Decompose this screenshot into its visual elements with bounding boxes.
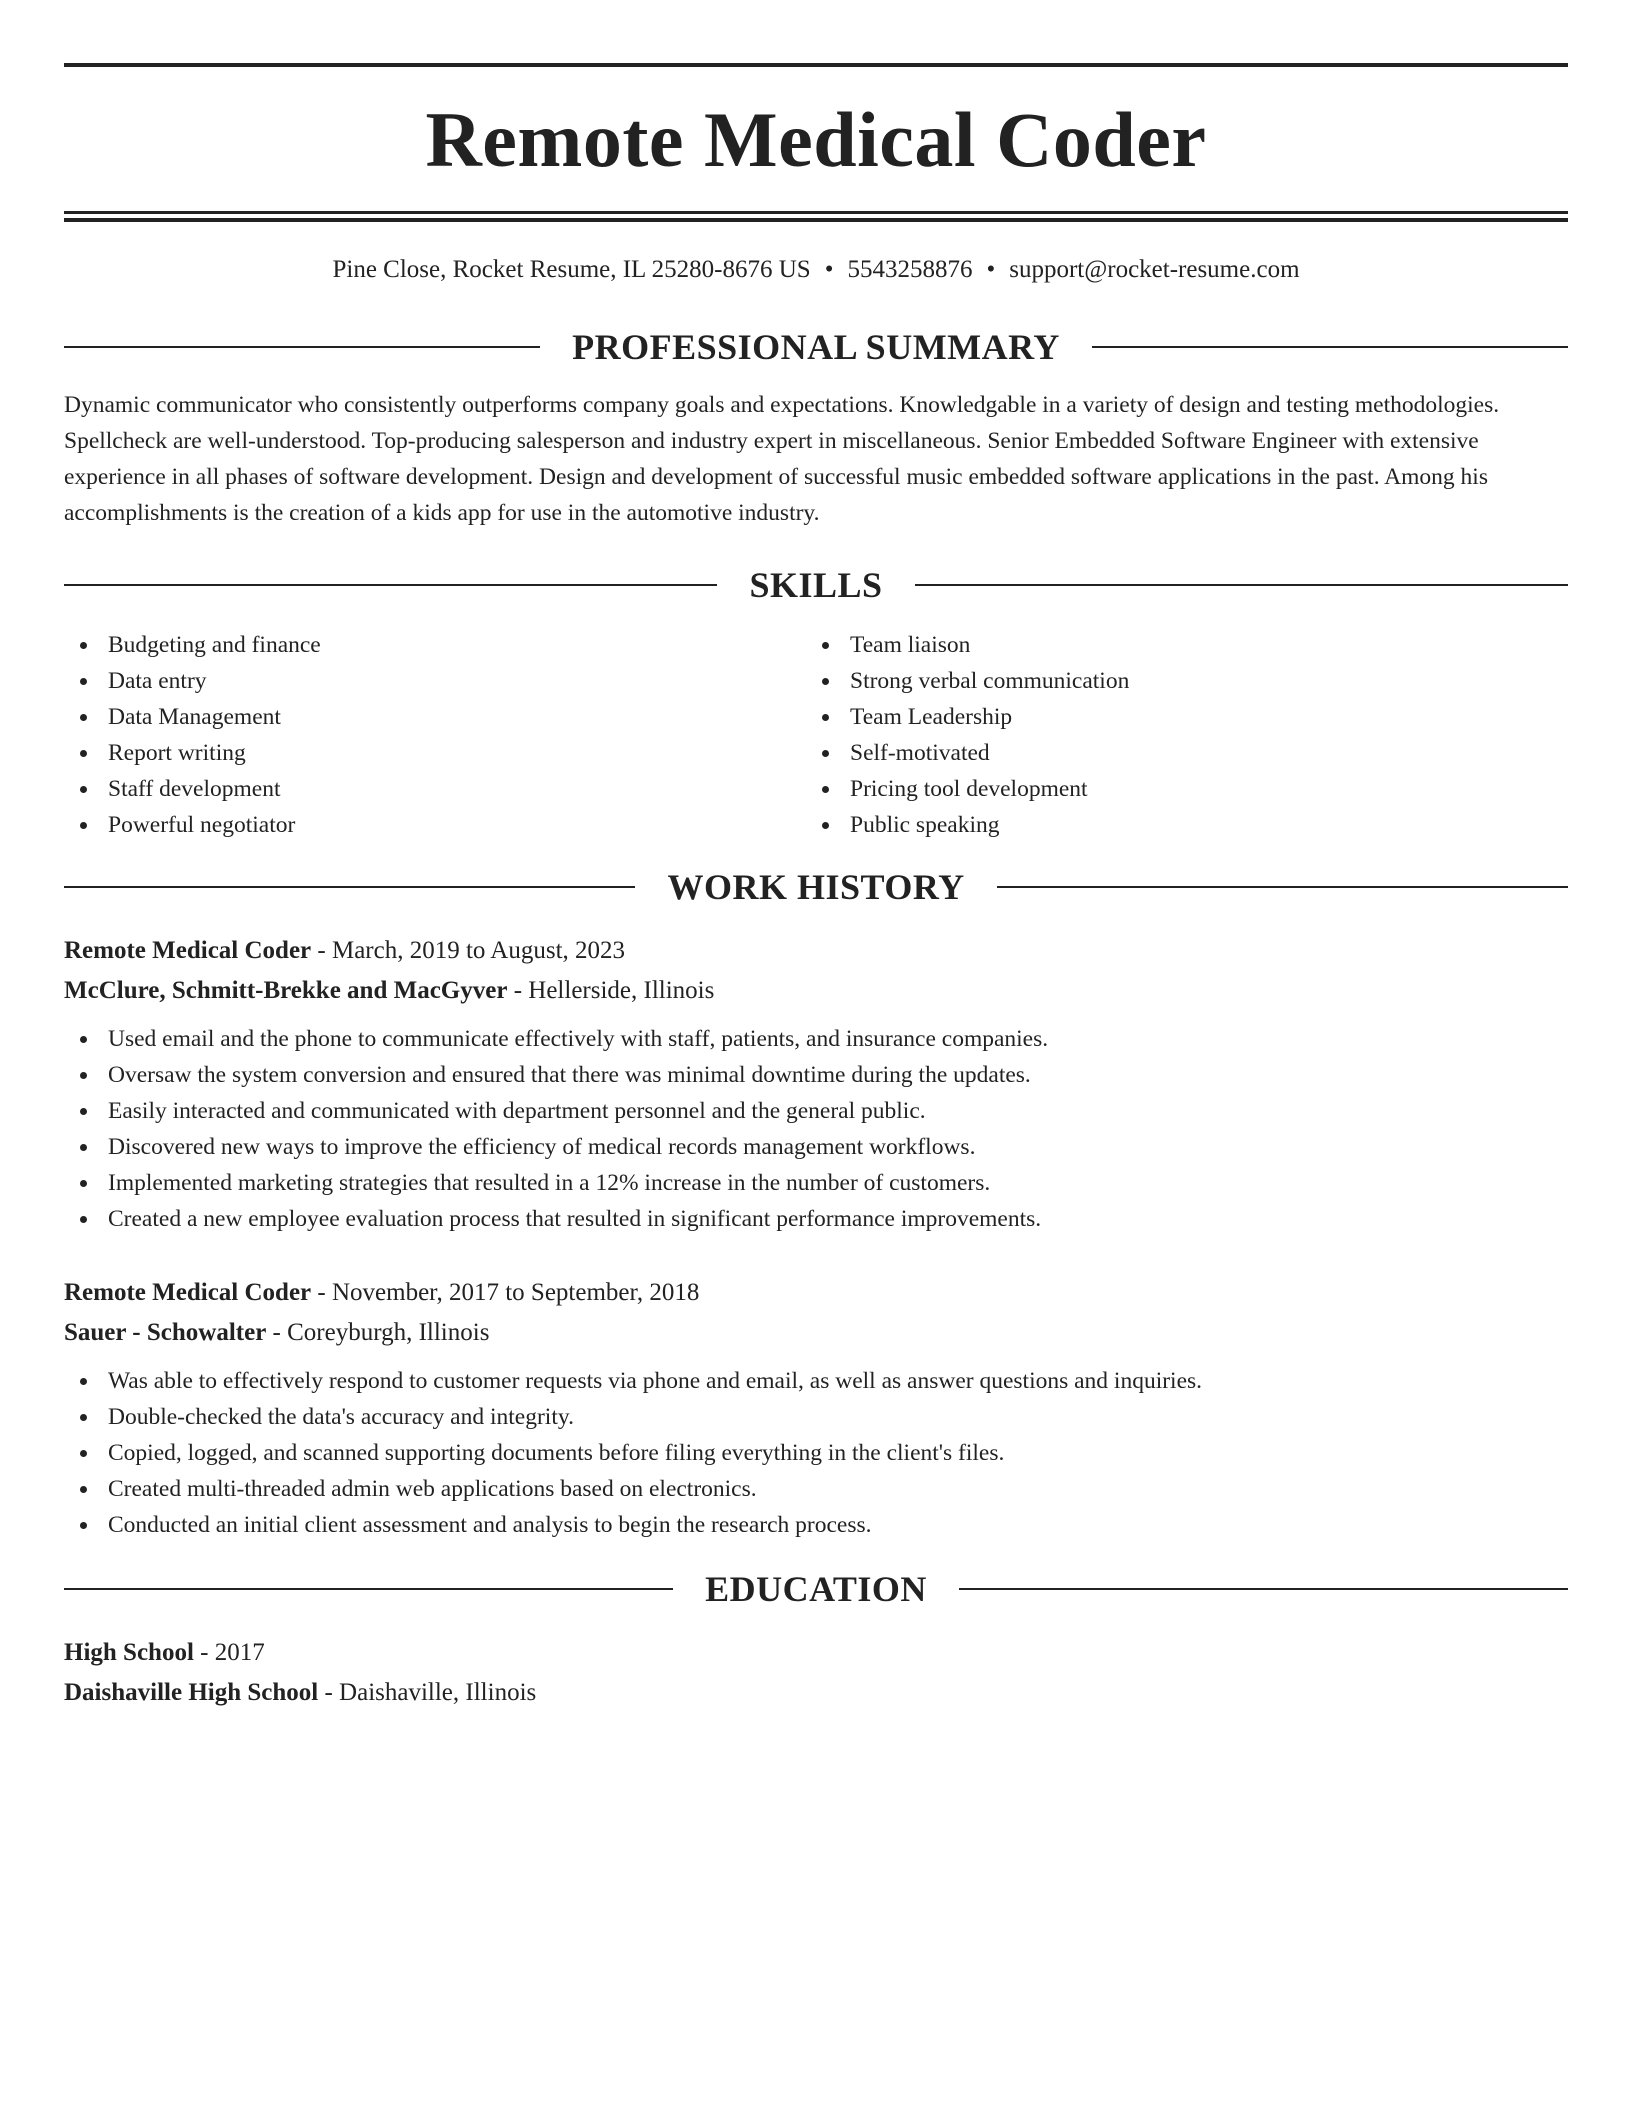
education-entry [64, 1633, 1568, 1713]
job-company-line: Sauer - Schowalter - Coreyburgh, Illinois [64, 1319, 490, 1346]
job-bullet: Conducted an initial client assessment and analysis to begin the research process. [64, 1507, 1568, 1543]
heading-rule-right [959, 1588, 1568, 1590]
job-role-line: Remote Medical Coder - March, 2019 to August, 2023 [64, 937, 626, 964]
contact-email: support@rocket-resume.com [1009, 256, 1300, 283]
skill-item: Staff development [64, 771, 806, 807]
job-bullet: Created a new employee evaluation process that resulted in significant performance improvements. [64, 1201, 1568, 1237]
job-bullets [64, 1021, 1568, 1237]
summary-title: PROFESSIONAL SUMMARY [572, 327, 1060, 367]
skills-list-right [806, 627, 1548, 843]
work-title: WORK HISTORY [667, 867, 965, 907]
skill-item: Powerful negotiator [64, 807, 806, 843]
job-role-line: Remote Medical Coder - November, 2017 to September, 2018 [64, 1279, 700, 1306]
heading-rule-left [64, 1588, 673, 1590]
contact-separator: • [824, 256, 834, 283]
skill-item: Public speaking [806, 807, 1548, 843]
education-year: 2017 [214, 1639, 265, 1666]
job-bullets [64, 1363, 1568, 1543]
job-dates: November, 2017 to September, 2018 [331, 1279, 700, 1306]
skills-title: SKILLS [749, 565, 883, 605]
skill-item: Data Management [64, 699, 806, 735]
job-bullet: Created multi-threaded admin web applications based on electronics. [64, 1471, 1568, 1507]
skill-item: Team Leadership [806, 699, 1548, 735]
contact-separator: • [986, 256, 996, 283]
job-location: Coreyburgh, Illinois [287, 1319, 490, 1346]
heading-rule-left [64, 886, 635, 888]
job-bullet: Discovered new ways to improve the efficiency of medical records management workflows. [64, 1129, 1568, 1165]
heading-rule-left [64, 584, 717, 586]
top-rule [64, 63, 1568, 67]
skill-item: Pricing tool development [806, 771, 1548, 807]
education-degree: High School [64, 1639, 194, 1666]
resume-page [64, 0, 1568, 1713]
skill-item: Self-motivated [806, 735, 1548, 771]
contact-line [64, 255, 1568, 285]
education-location: Daishaville, Illinois [339, 1679, 537, 1706]
work-section-heading [64, 869, 1568, 905]
skill-item: Data entry [64, 663, 806, 699]
job-bullet: Double-checked the data's accuracy and integrity. [64, 1399, 1568, 1435]
job-bullet: Copied, logged, and scanned supporting documents before filing everything in the client's files. [64, 1435, 1568, 1471]
skill-item: Budgeting and finance [64, 627, 806, 663]
education-title: EDUCATION [705, 1569, 927, 1609]
heading-rule-right [1092, 346, 1568, 348]
candidate-name: Remote Medical Coder [425, 96, 1207, 183]
skills-columns [64, 627, 1568, 843]
job-dates: March, 2019 to August, 2023 [331, 937, 626, 964]
education-school: Daishaville High School [64, 1679, 319, 1706]
skills-list-left [64, 627, 806, 843]
job-role: Remote Medical Coder [64, 937, 312, 964]
job-company-line: McClure, Schmitt-Brekke and MacGyver - Hellerside, Illinois [64, 977, 715, 1004]
job-bullet: Used email and the phone to communicate effectively with staff, patients, and insurance companies. [64, 1021, 1568, 1057]
job-company: McClure, Schmitt-Brekke and MacGyver [64, 977, 508, 1004]
education-section-heading [64, 1571, 1568, 1607]
job-company: Sauer - Schowalter [64, 1319, 267, 1346]
contact-address: Pine Close, Rocket Resume, IL 25280-8676 US [332, 256, 811, 283]
skill-item: Report writing [64, 735, 806, 771]
skill-item: Team liaison [806, 627, 1548, 663]
education-degree-line: High School - 2017 [64, 1639, 265, 1666]
heading-rule-right [915, 584, 1568, 586]
heading-rule-right [997, 886, 1568, 888]
job-bullet: Implemented marketing strategies that resulted in a 12% increase in the number of customers. [64, 1165, 1568, 1201]
skills-section-heading [64, 567, 1568, 603]
summary-section-heading [64, 329, 1568, 365]
job-role: Remote Medical Coder [64, 1279, 312, 1306]
job-entry [64, 931, 1568, 1237]
job-bullet: Was able to effectively respond to customer requests via phone and email, as well as answer questions and inquiries. [64, 1363, 1568, 1399]
name-double-rule [64, 211, 1568, 222]
education-school-line: Daishaville High School - Daishaville, Illinois [64, 1679, 537, 1706]
job-bullet: Oversaw the system conversion and ensured that there was minimal downtime during the updates. [64, 1057, 1568, 1093]
summary-text: Dynamic communicator who consistently outperforms company goals and expectations. Knowledgable in a variety of design and testing methodologies. Spellcheck are well-understood. Top-producing salesperson and industry expert in miscellaneous. Senior Embedded Software Engineer with extensive experience in all phases of software development. Design and development of successful music embedded software applications in the past. Among his accomplishments is the creation of a kids app for use in the automotive industry. [64, 392, 1500, 526]
contact-phone: 5543258876 [847, 256, 973, 283]
job-entry [64, 1273, 1568, 1543]
skill-item: Strong verbal communication [806, 663, 1548, 699]
job-location: Hellerside, Illinois [528, 977, 715, 1004]
heading-rule-left [64, 346, 540, 348]
job-bullet: Easily interacted and communicated with department personnel and the general public. [64, 1093, 1568, 1129]
